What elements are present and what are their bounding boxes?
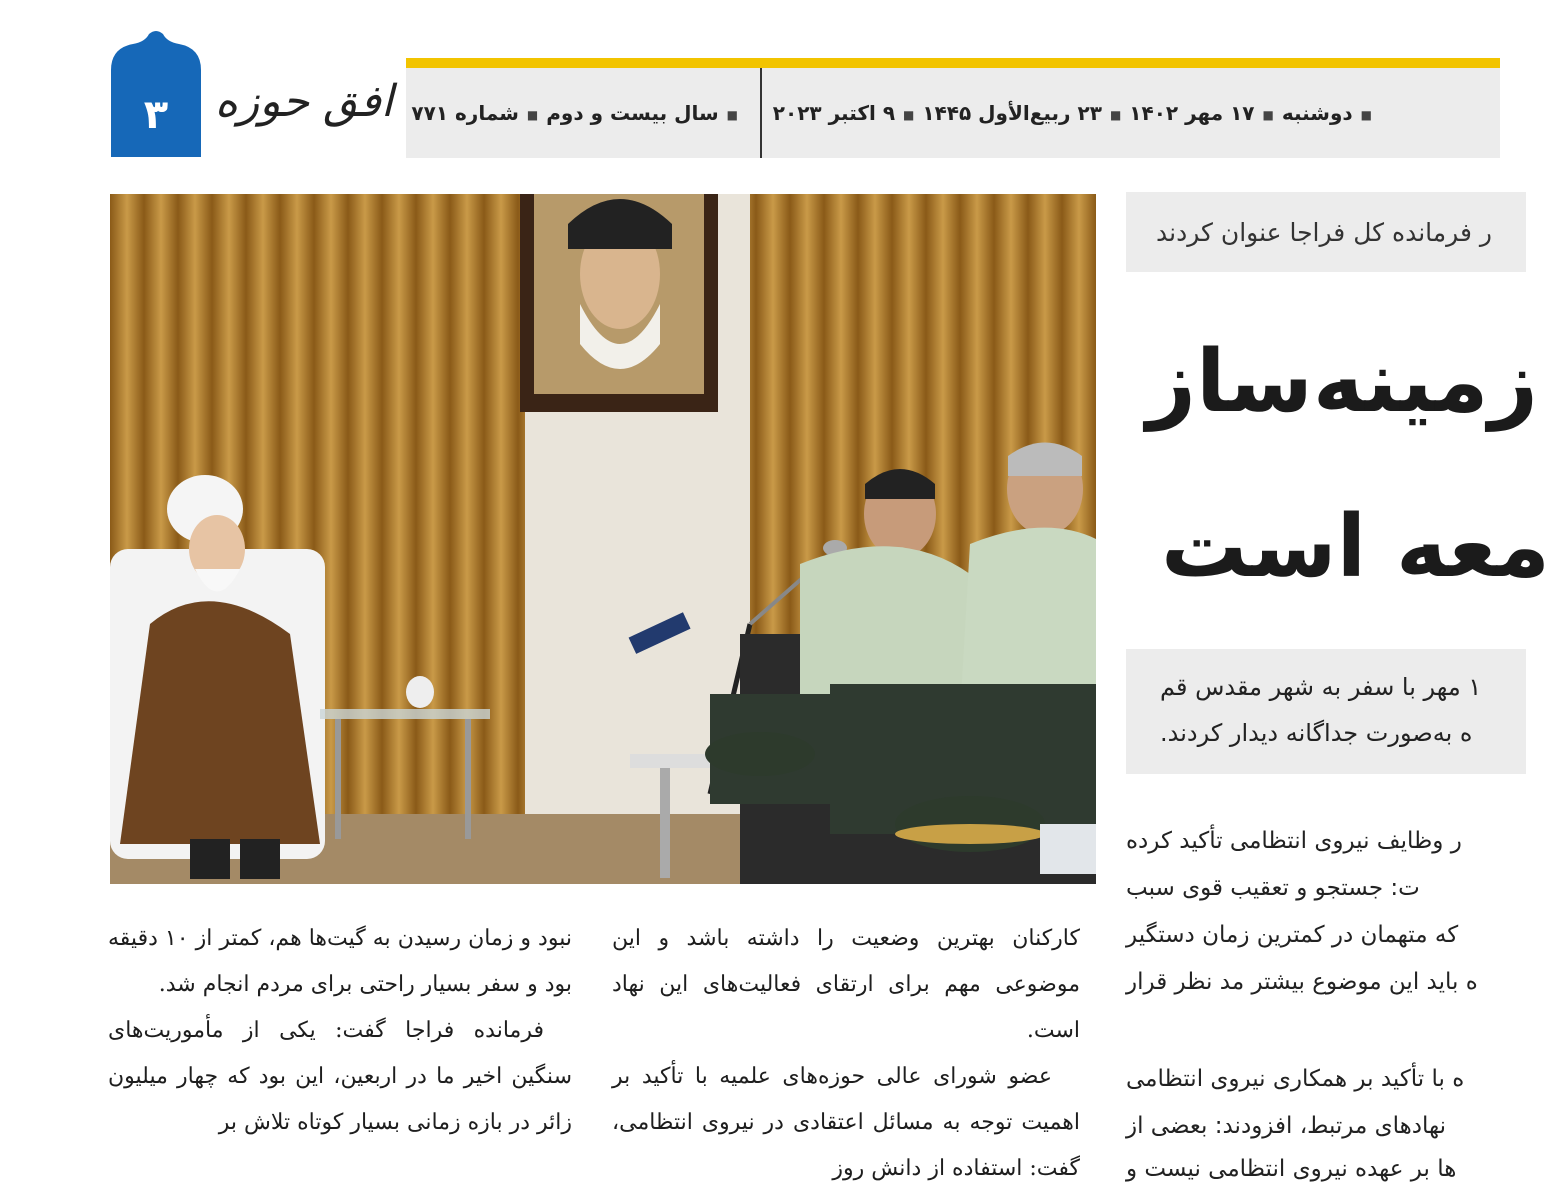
headline-line-1: زمینه‌ساز [1146, 332, 1538, 432]
weekday: دوشنبه [1281, 101, 1353, 125]
page-number-badge [111, 30, 201, 157]
date-box [760, 68, 1500, 158]
bullet-icon: ■ [726, 107, 738, 122]
body-line: ه با تأکید بر همکاری نیروی انتظامی [1126, 1066, 1465, 1092]
lead-line-2: ه به‌صورت جداگانه دیدار کردند. [1160, 719, 1473, 747]
bullet-icon: ■ [1360, 107, 1372, 122]
lead-box [1126, 649, 1526, 774]
lunar-date: ۲۳ ربیع‌الأول ۱۴۴۵ [922, 101, 1102, 125]
issue-number: شماره ۷۷۱ [411, 101, 519, 125]
body-line: ت: جستجو و تعقیب قوی سبب [1126, 875, 1420, 901]
page-number: ۳ [143, 92, 169, 138]
body-line: نهادهای مرتبط، افزودند: بعضی از [1126, 1113, 1447, 1139]
paragraph: عضو شورای عالی حوزه‌های علمیه با تأکید بر اهمیت توجه به مسائل اعتقادی در نیروی انتظامی، گفت: استفاده از دانش روز [612, 1064, 1080, 1181]
gregorian-date: ۹ اکتبر ۲۰۲۳ [772, 101, 896, 125]
lead-line-1: ۱ مهر با سفر به شهر مقدس قم [1160, 673, 1482, 701]
volume-label: سال بیست و دوم [546, 101, 719, 125]
rubric-box [1126, 192, 1526, 272]
header-bar [406, 58, 1500, 158]
rubric-text: ر فرمانده کل فراجا عنوان کردند [1156, 217, 1492, 247]
headline-line-2: معه است [1161, 497, 1550, 597]
bullet-icon: ■ [1109, 107, 1122, 122]
newspaper-logo [204, 58, 404, 158]
paragraph: نبود و زمان رسیدن به گیت‌ها هم، کمتر از ۱۰ دقیقه بود و سفر بسیار راحتی برای مردم انجام شد. [108, 926, 572, 997]
bullet-icon: ■ [526, 107, 539, 122]
paragraph: فرمانده فراجا گفت: یکی از مأموریت‌های سنگین اخیر ما در اربعین، این بود که چهار میلیون زائر در بازه زمانی بسیار کوتاه تلاش بر [108, 1018, 572, 1135]
bullet-icon: ■ [1262, 107, 1274, 122]
date-info [759, 101, 1500, 125]
bullet-icon: ■ [903, 107, 915, 122]
meeting-photo [110, 194, 1096, 884]
body-line: ها بر عهده نیروی انتظامی نیست و [1126, 1156, 1457, 1182]
solar-date: ۱۷ مهر ۱۴۰۲ [1129, 101, 1255, 125]
issue-info [397, 101, 760, 125]
logo-text: افق حوزه [214, 76, 394, 127]
body-line: که متهمان در کمترین زمان دستگیر [1126, 922, 1459, 948]
paragraph: کارکنان بهترین وضعیت را داشته باشد و این موضوعی مهم برای ارتقای فعالیت‌های این نهاد است. [612, 926, 1080, 1043]
body-line: ه باید این موضوع بیشتر مد نظر قرار [1126, 969, 1478, 995]
body-line: ر وظایف نیروی انتظامی تأکید کرده [1126, 828, 1462, 854]
middle-column [612, 916, 1080, 1192]
right-column [1114, 192, 1550, 1195]
issue-box [406, 68, 760, 158]
cleric-robe [120, 601, 320, 844]
left-column [108, 916, 572, 1146]
